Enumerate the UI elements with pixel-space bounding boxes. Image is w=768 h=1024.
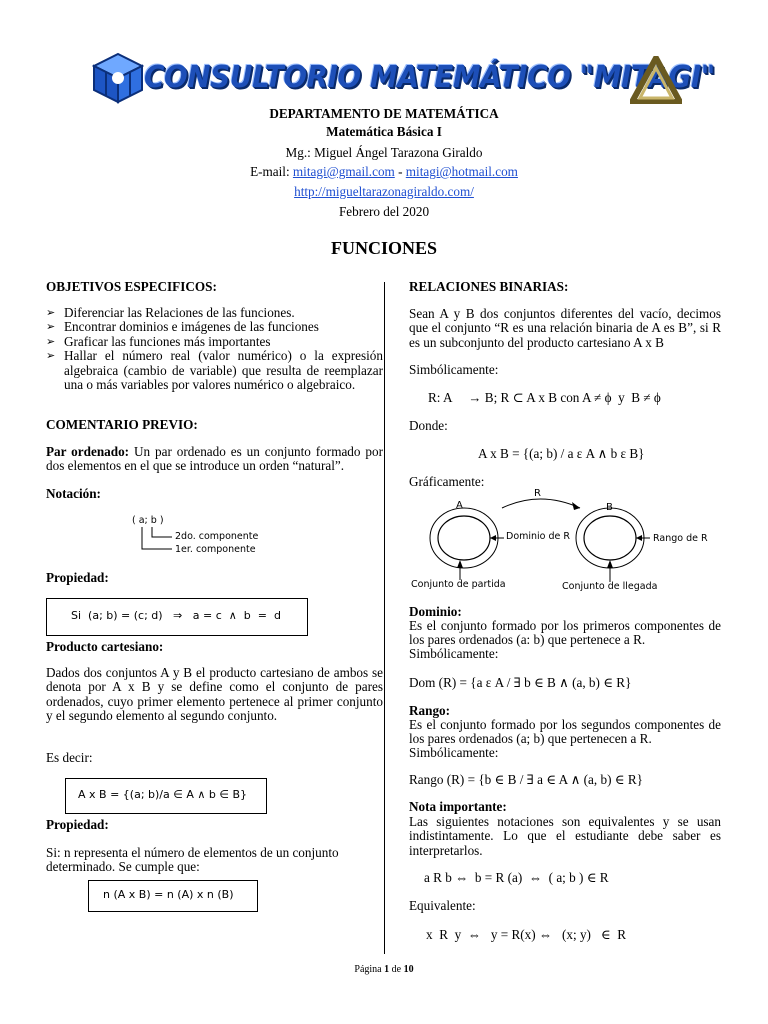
equivalent-formula: x R y ⇔ y = R(x) ⇔ (x; y) ∈ R (426, 927, 626, 942)
range-diagram-label: Rango de R (653, 533, 708, 544)
notation-heading: Notación: (46, 486, 101, 501)
date-line: Febrero del 2020 (338, 204, 430, 219)
set-a-label: A (456, 500, 463, 511)
range-heading: Rango: (409, 703, 451, 718)
second-component-label: 2do. componente (175, 531, 259, 542)
property-formula-box (46, 598, 308, 636)
pair-text: Un par ordenado es un conjunto formado por dos elementos en el que se introduce un orden “natural”. (46, 444, 383, 474)
website-link[interactable]: http://migueltarazonagiraldo.com/ (294, 184, 474, 199)
pair-bracket-arrows (138, 527, 174, 553)
note-heading: Nota importante: (409, 799, 507, 814)
domain-heading: Dominio: (409, 604, 462, 619)
objectives-heading: OBJETIVOS ESPECIFICOS: (46, 279, 217, 294)
domain-diagram-label: Dominio de R (506, 531, 571, 542)
end-set-label: Conjunto de llegada (562, 581, 658, 592)
range-paragraph: Es el conjunto formado por los segundos componentes de los pares ordenados (a; b) que pertenecen a R. (409, 717, 721, 747)
page-title: FUNCIONES (330, 238, 437, 258)
page-number: 1 (384, 964, 390, 975)
email-line (0, 164, 768, 181)
domain-paragraph: Es el conjunto formado por los primeros componentes de los pares ordenados (a: b) que pertenece a R. (409, 618, 721, 648)
symbolic-label-3: Simbólicamente: (409, 745, 499, 760)
note-formula: a R b ⇔ b = R (a) ⇔ ( a; b ) ∈ R (424, 870, 609, 885)
first-component-label: 1er. componente (175, 544, 256, 555)
email-separator: - (398, 164, 403, 179)
set-b-label: B (606, 502, 613, 513)
page-word: Página (354, 964, 382, 975)
course-title: Matemática Básica I (326, 124, 442, 139)
author-line: Mg.: Miguel Ángel Tarazona Giraldo (285, 145, 483, 160)
pair-notation: ( a; b ) (132, 515, 164, 526)
relation-formula: R: A → B; R ⊂ A x B con A ≠ ϕ y B ≠ ϕ (428, 390, 661, 405)
property2-heading: Propiedad: (46, 817, 109, 832)
pair-paragraph (46, 445, 383, 474)
symbolic-label: Simbólicamente: (409, 362, 499, 377)
logo-text: CONSULTORIO MATEMÁTICO "MITAGI" (144, 60, 715, 95)
comment-heading: COMENTARIO PREVIO: (46, 417, 198, 432)
property-formula: Si (a; b) = (c; d) ⇒ a = c ∧ b = d (71, 609, 281, 622)
page-footer (0, 964, 768, 975)
list-item: ➢ Encontrar dominios e imágenes de las funciones (46, 320, 383, 334)
column-divider (384, 282, 385, 954)
list-item: ➢ Graficar las funciones más importantes (46, 335, 383, 349)
axb-formula: A x B = {(a; b) / a ε A ∧ b ε B} (478, 446, 645, 461)
cartesian-heading: Producto cartesiano: (46, 639, 164, 654)
property2-formula-box (88, 880, 258, 912)
cube-logo-icon (92, 52, 144, 104)
email-link-hotmail[interactable]: mitagi@hotmail.com (405, 164, 518, 179)
objectives-list (46, 306, 383, 392)
page-total: 10 (403, 964, 414, 975)
cartesian-formula-box (65, 778, 267, 814)
domain-formula: Dom (R) = {a ε A / ∃ b ∈ B ∧ (a, b) ∈ R} (409, 675, 632, 690)
of-word: de (391, 964, 402, 975)
pair-term: Par ordenado: (46, 444, 130, 459)
relations-heading: RELACIONES BINARIAS: (409, 279, 569, 294)
logo (92, 50, 715, 108)
property-heading: Propiedad: (46, 570, 109, 585)
relations-paragraph: Sean A y B dos conjuntos diferentes del vacío, decimos que el conjunto “R es una relación binaria de A es B”, si R es un subconjunto del producto cartesiano A x B (409, 306, 721, 350)
list-item: ➢ Hallar el número real (valor numérico) o la expresión algebraica (cambio de variable) que resulta de reemplazar una o más variables por valores numérico o algebraico. (46, 349, 383, 392)
equivalent-label: Equivalente: (409, 898, 476, 913)
triangle-logo-icon (630, 56, 682, 104)
cartesian-formula: A x B = {(a; b)/a ∈ A ∧ b ∈ B} (78, 788, 247, 801)
range-formula: Rango (R) = {b ∈ B / ∃ a ∈ A ∧ (a, b) ∈ R} (409, 772, 643, 787)
email-link-gmail[interactable]: mitagi@gmail.com (292, 164, 395, 179)
where-label: Donde: (409, 418, 448, 433)
email-label: E-mail: (250, 164, 290, 179)
es-decir: Es decir: (46, 750, 93, 765)
property2-formula: n (A x B) = n (A) x n (B) (103, 888, 234, 901)
graphic-label: Gráficamente: (409, 474, 485, 489)
symbolic-label-2: Simbólicamente: (409, 646, 499, 661)
start-set-label: Conjunto de partida (411, 579, 506, 590)
cartesian-paragraph: Dados dos conjuntos A y B el producto cartesiano de ambos se denota por A x B y se define como el conjunto de pares ordenados, cuyo primer elemento pertenece al primer conjunto y el segundo elemento al segundo conjunto. (46, 665, 383, 724)
department-title: DEPARTAMENTO DE MATEMÁTICA (269, 106, 499, 121)
property2-paragraph: Si: n representa el número de elementos de un conjunto determinado. Se cumple que: (46, 845, 339, 875)
relation-r-label: R (534, 488, 541, 499)
note-paragraph: Las siguientes notaciones son equivalentes y se usan indistintamente. Lo que el estudiante debe saber es interpretarlos. (409, 814, 721, 858)
list-item: ➢ Diferenciar las Relaciones de las funciones. (46, 306, 383, 320)
